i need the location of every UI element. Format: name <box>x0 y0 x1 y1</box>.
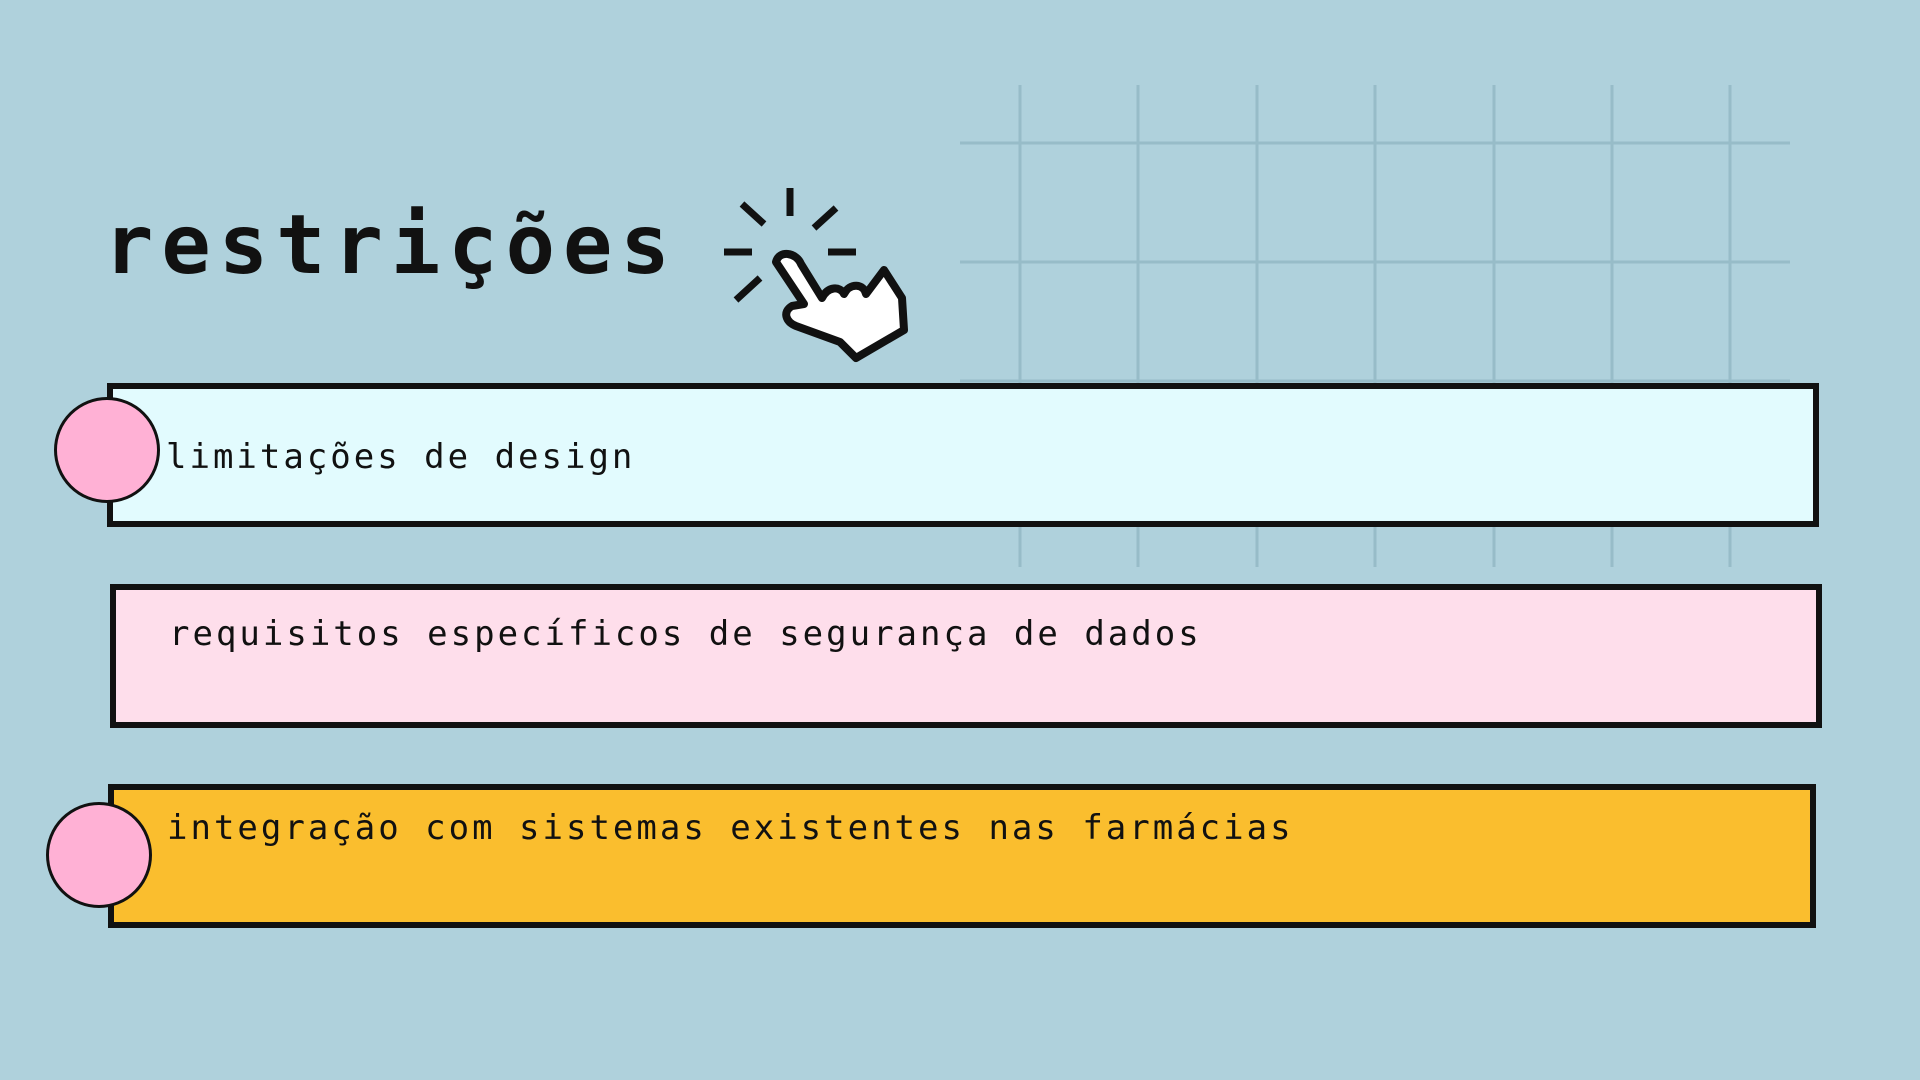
constraint-label: limitações de design <box>166 437 636 477</box>
constraint-label: requisitos específicos de segurança de dados <box>169 614 1202 654</box>
constraint-card-design-limitations <box>107 383 1819 527</box>
pink-bullet-circle <box>46 802 152 908</box>
constraint-label: integração com sistemas existentes nas farmácias <box>167 808 1294 848</box>
constraint-card-data-security <box>110 584 1822 728</box>
constraint-card-pharmacy-integration <box>108 784 1816 928</box>
slide-title: restrições <box>104 198 678 293</box>
pink-bullet-circle <box>54 397 160 503</box>
hand-pointer-click-icon <box>716 180 926 390</box>
